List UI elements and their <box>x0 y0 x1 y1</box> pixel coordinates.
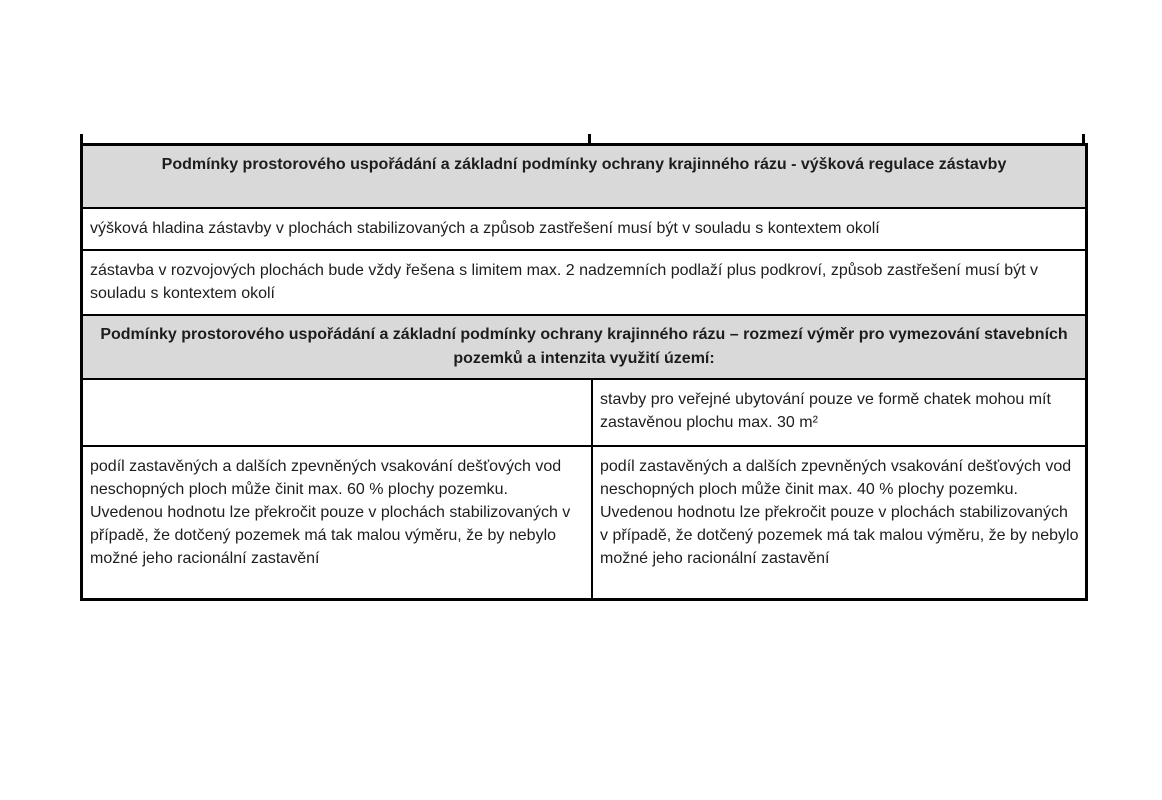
accommodation-left-cell <box>83 380 591 445</box>
rule-row-stabilized-areas <box>83 207 1085 249</box>
paved-share-left-cell: podíl zastavěných a dalších zpevněných vsakování dešťových vod neschopných ploch může činit max. 60 % plochy pozemku. Uvedenou hodnotu lze překročit pouze v plochách stabilizovaných v případě, že dotčený pozemek má tak malou výměru, že by nebylo možné jeho racionální zastavění <box>90 458 571 567</box>
accommodation-right-cell: stavby pro veřejné ubytování pouze ve formě chatek mohou mít zastavěnou plochu max. 30 m² <box>591 380 1085 445</box>
table-top-stub-middle <box>588 134 591 143</box>
table-row-accommodation <box>83 378 1085 445</box>
spatial-conditions-table <box>80 143 1088 601</box>
rule-development-areas-text: zástavba v rozvojových plochách bude vždy řešena s limitem max. 2 nadzemních podlaží plus podkroví, způsob zastřešení musí být v souladu s kontextem okolí <box>90 262 1039 302</box>
table-row-paved-share <box>83 445 1085 598</box>
section-header-height-regulation-text: Podmínky prostorového uspořádání a základní podmínky ochrany krajinného rázu - výšková regulace zástavby <box>161 156 1007 173</box>
section-header-height-regulation <box>83 146 1085 207</box>
section-header-plot-intensity-text: Podmínky prostorového uspořádání a základní podmínky ochrany krajinného rázu – rozmezí výměr pro vymezování stavebních pozemků a intenzita využití území: <box>100 326 1068 367</box>
table-top-stub-right <box>1082 134 1085 143</box>
rule-stabilized-areas-text: výšková hladina zástavby v plochách stabilizovaných a způsob zastřešení musí být v souladu s kontextem okolí <box>90 220 880 237</box>
paved-share-right-cell: podíl zastavěných a dalších zpevněných vsakování dešťových vod neschopných ploch může činit max. 40 % plochy pozemku. Uvedenou hodnotu lze překročit pouze v plochách stabilizovaných v případě, že dotčený pozemek má tak malou výměru, že by nebylo možné jeho racionální zastavění <box>591 447 1085 598</box>
rule-row-development-areas <box>83 249 1085 314</box>
table-top-stub-left <box>80 134 83 143</box>
section-header-plot-intensity <box>83 314 1085 378</box>
